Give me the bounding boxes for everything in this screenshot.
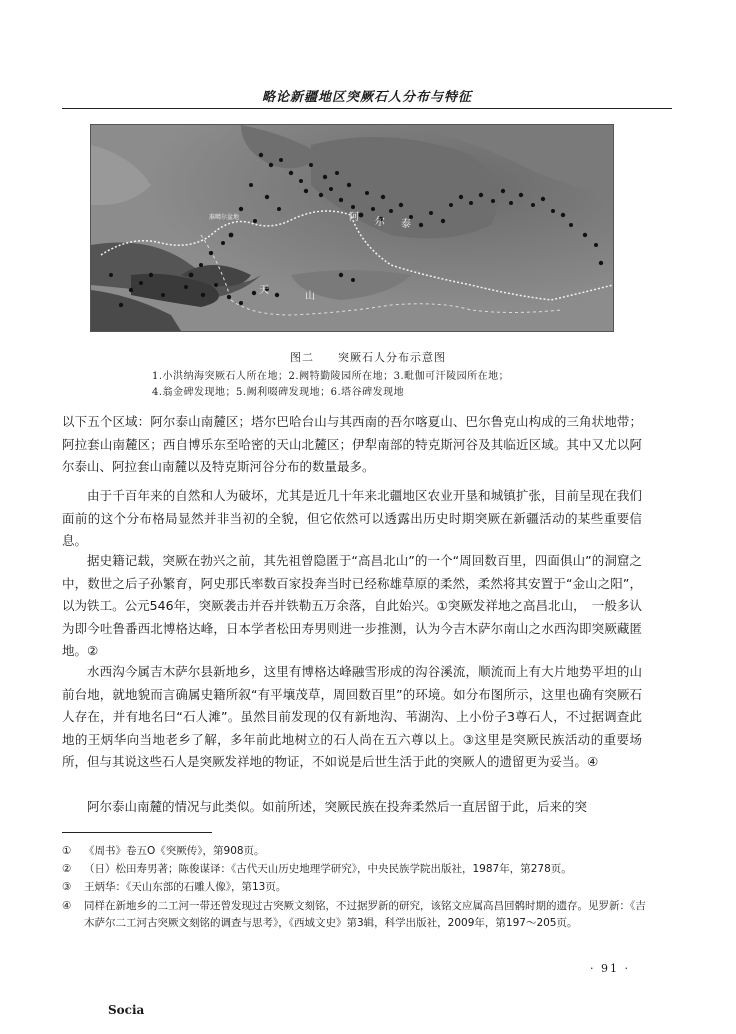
footnote-text: 王炳华：《天山东部的石雕人像》，第13页。 [84, 881, 287, 893]
footnote-marker: ④ [62, 900, 72, 912]
page-number: · 91 · [590, 962, 630, 975]
map-label-shan: 山 [305, 291, 315, 302]
footnote-marker: ② [62, 863, 72, 875]
map-label-er: 尔 [375, 217, 385, 228]
footnote-separator [62, 832, 212, 833]
footnote-marker: ① [62, 845, 72, 857]
footnote-4 [62, 898, 662, 932]
footer-mark: Socia [108, 1003, 145, 1017]
footnote-marker: ③ [62, 881, 72, 893]
figure-caption-title: 图二 突厥石人分布示意图 [290, 351, 446, 364]
paragraph-5: 阿尔泰山南麓的情况与此类似。如前所述，突厥民族在投奔柔然后一直居留于此，后来的突 [87, 799, 588, 814]
map-graphic [91, 125, 613, 331]
paragraph-2: 由于千百年来的自然和人为破坏，尤其是近几十年来北疆地区农业开垦和城镇扩张，目前呈现在我们面前的这个分布格局显然并非当初的全貌，但它依然可以透露出历史时期突厥在新疆活动的某些重要信息。 [62, 488, 642, 548]
paragraph-3: 据史籍记载，突厥在勃兴之前，其先祖曾隐匿于“高昌北山”的一个“周回数百里，四面俱山”的洞窟之中，数世之后子孙繁育，阿史那氏率数百家投奔当时已经称雄草原的柔然，柔然将其安置于“金山之阳”，以为铁工。公元546年，突厥袭击并吞并铁勒五万余落，自此始兴。①突厥发祥地之高昌北山， 一般多认为即今吐鲁番西北博格达峰，日本学者松田寿男则进一步推测，认为今吉木萨尔南山之水西沟即突厥藏匿地。② [62, 553, 642, 658]
paragraph-1: 以下五个区域：阿尔泰山南麓区；塔尔巴哈台山与其西南的吾尔喀夏山、巴尔鲁克山构成的三角状地带；阿拉套山南麓区；西自博乐东至哈密的天山北麓区；伊犁南部的特克斯河谷及其临近区域。其中又尤以阿尔泰山、阿拉套山南麓以及特克斯河谷分布的数量最多。 [62, 414, 642, 474]
footnote-1 [62, 843, 662, 860]
map-label-a: 阿 [349, 212, 359, 223]
running-header [62, 84, 672, 109]
footnote-text: 《周书》卷五O《突厥传》，第908页。 [84, 845, 265, 857]
running-header-title: 略论新疆地区突厥石人分布与特征 [261, 90, 472, 105]
map-label-tian: 天 [259, 285, 269, 296]
map-label-tai: 泰 [401, 219, 411, 230]
figure-caption-line-2: 4.翁金碑发现地；5.阙利啜碑发现地；6.塔谷碑发现地 [152, 387, 405, 398]
footnote-2 [62, 861, 662, 878]
figure-caption-line-1: 1.小洪纳海突厥石人所在地；2.阙特勤陵园所在地；3.毗伽可汗陵园所在地； [152, 371, 510, 382]
footnote-3 [62, 879, 662, 896]
footnote-text: 同样在新地乡的二工河一带还曾发现过古突厥文刻铭，不过据罗新的研究，该铭文应属高昌回鹘时期的遗存。见罗新：《吉木萨尔二工河古突厥文刻铭的调查与思考》，《西域文史》第3辑，科学出版社，2009年，第197～205页。 [84, 900, 646, 929]
map-label-basin: 准噶尔盆地 [209, 214, 240, 221]
footnote-text: （日）松田寿男著；陈俊谋译：《古代天山历史地理学研究》，中央民族学院出版社，1987年，第278页。 [84, 863, 572, 875]
paragraph-4: 水西沟今属吉木萨尔县新地乡，这里有博格达峰融雪形成的沟谷溪流，顺流而上有大片地势平坦的山前台地，就地貌而言确属史籍所叙“有平壤茂草，周回数百里”的环境。如分布图所示，这里也确有突厥石人存在，并有地名曰“石人滩”。虽然目前发现的仅有新地沟、苇湖沟、上小份子3尊石人，不过据调查此地的王炳华向当地老乡了解，多年前此地树立的石人尚在五六尊以上。③这里是突厥民族活动的重要场所，但与其说这些石人是突厥发祥地的物证，不如说是后世生活于此的突厥人的遗留更为妥当。④ [62, 664, 642, 769]
distribution-map [90, 124, 614, 332]
